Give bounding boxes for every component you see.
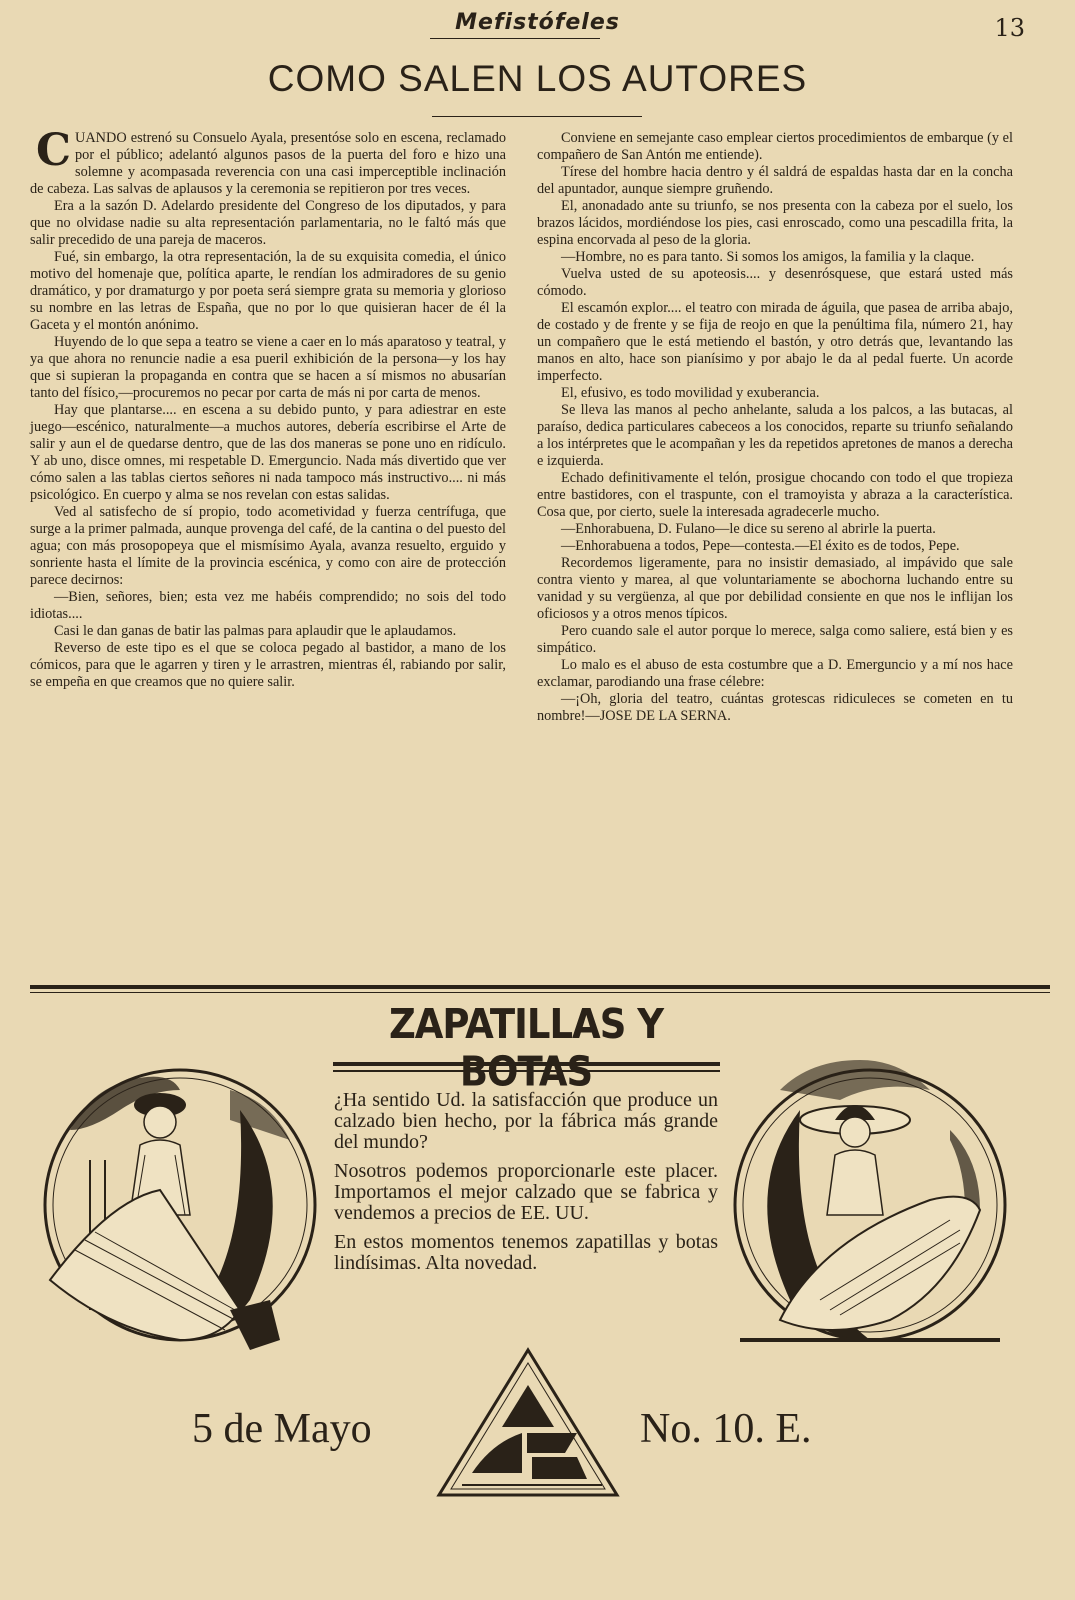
- article-paragraph: Conviene en semejante caso emplear ciertos procedimientos de embarque (y el compañero de San Antón me entiende).: [537, 130, 1013, 163]
- article-paragraph: —Bien, señores, bien; esta vez me habéis comprendido; no sois del todo idiotas....: [30, 589, 506, 622]
- ad-body: [334, 1090, 718, 1282]
- publication-title: Mefistófeles: [455, 10, 620, 35]
- lady-shoe-illustration-left: [30, 1010, 330, 1380]
- article-paragraph: Huyendo de lo que sepa a teatro se viene a caer en lo más aparatoso y teatral, y ya que ahora no renuncie nadie a esa pueril exhibición de la persona—y los hay que si supieran la propaganda en contra que se hacen a sí mismos no abusarían tanto del físico,—procuremos no pecar por carta de más ni por carta de menos.: [30, 334, 506, 401]
- article-paragraph: Ved al satisfecho de sí propio, todo acometividad y fuerza centrífuga, que surge a la primer palmada, aunque provenga del café, de la cantina o del puesto del agua; con más prosopopeya que el mismísimo Ayala, avanza resuelto, erguido y sonriente hasta el límite de la provincia escénica, y como con aire de protección parece decirnos:: [30, 504, 506, 588]
- article-paragraph: Hay que plantarse.... en escena a su debido punto, y para adiestrar en este juego—escénico, naturalmente—a muchos autores, debería escribirse el Arte de salir y aun el de quedarse dentro, que de las dos maneras se pone uno en ridículo. Y ab uno, disce omnes, mi respetable D. Emerguncio. Nada más divertido que ver cómo salen a las tablas ciertos señores ni nada tampoco más instructivo.... ni más psicológico. En cuerpo y alma se nos revelan con estas salidas.: [30, 402, 506, 503]
- triangle-monogram-logo-icon: [432, 1345, 624, 1500]
- article-paragraph: —Enhorabuena, D. Fulano—le dice su sereno al abrirle la puerta.: [561, 521, 936, 537]
- article-paragraph: —Enhorabuena a todos, Pepe—contesta.—El éxito es de todos, Pepe.: [561, 538, 960, 554]
- ad-rule-thick: [333, 1062, 720, 1066]
- ad-paragraph: En estos momentos tenemos zapatillas y botas lindísimas. Alta novedad.: [334, 1231, 718, 1274]
- article-paragraph: Fué, sin embargo, la otra representación, la de su exquisita comedia, el único motivo del homenaje que, política aparte, le rendían los admiradores de su genio dramático, y por dramaturgo y por poeta será siempre grata su memoria y glorioso su nombre en las letras de España, que no por lo que quisieran hacer de él la Gaceta y el montón anónimo.: [30, 249, 506, 333]
- article-paragraph: Tírese del hombre hacia dentro y él saldrá de espaldas hasta dar en la concha del apuntador, aunque siempre gruñendo.: [537, 164, 1013, 197]
- section-divider-thick: [30, 985, 1050, 989]
- lady-shoe-illustration-right: [720, 1010, 1020, 1380]
- article-paragraph: Se lleva las manos al pecho anhelante, saluda a los palcos, a las butacas, al paraíso, dedica particulares cabeceos a los conocidos, reparte su triunfo señalando a los intérpretes que le acompañan y les da repetidos apretones de manos a derecha e izquierda.: [537, 402, 1013, 469]
- article-paragraph: Casi le dan ganas de batir las palmas para aplaudir que le aplaudamos.: [54, 623, 457, 639]
- ad-title: ZAPATILLAS Y BOTAS: [388, 1000, 664, 1096]
- ad-paragraph: ¿Ha sentido Ud. la satisfacción que produce un calzado bien hecho, por la fábrica más grande del mundo?: [334, 1089, 718, 1153]
- ad-street-number: No. 10. E.: [640, 1406, 812, 1452]
- article-paragraph: Era a la sazón D. Adelardo presidente del Congreso de los diputados, y para que no olvidase nadie su alta representación parlamentaria, no le faltó más que salir precedido de una pareja de maceros.: [30, 198, 506, 248]
- article-paragraph: UANDO estrenó su Consuelo Ayala, presentóse solo en escena, reclamado por el público; adelantó algunos pasos de la puerta del foro e hizo una solemne y acompasada reverencia con una casi imperceptible inclinación de cabeza. Las salvas de aplausos y la ceremonia se repitieron por tres veces.: [30, 130, 506, 197]
- article-paragraph: El, anonadado ante su triunfo, se nos presenta con la cabeza por el suelo, los brazos lácidos, mordiéndose los pies, casi enroscado, como una pescadilla frita, la espina encorvada al peso de la gloria.: [537, 198, 1013, 248]
- ad-street: 5 de Mayo: [192, 1406, 372, 1452]
- section-divider-thin: [30, 992, 1050, 993]
- article-paragraph: Recordemos ligeramente, para no insistir demasiado, al impávido que sale contra viento y marea, al que voluntariamente se abochorna luchando entre su vanidad y su vergüenza, al que por debilidad consiente en que nos le inflijan los oficiosos y a otros menos típicos.: [537, 555, 1013, 622]
- article-paragraph: —Hombre, no es para tanto. Si somos los amigos, la familia y la claque.: [561, 249, 975, 265]
- ad-paragraph: Nosotros podemos proporcionarle este placer. Importamos el mejor calzado que se fabrica y vendemos a precios de EE. UU.: [334, 1160, 718, 1224]
- article-paragraph: Pero cuando sale el autor porque lo merece, salga como saliere, está bien y es simpático.: [537, 623, 1013, 656]
- article-column-left: [30, 125, 506, 691]
- headline-rule: [432, 116, 642, 117]
- masthead: [0, 8, 1075, 44]
- article-column-right: [537, 130, 1013, 725]
- article-paragraph: Reverso de este tipo es el que se coloca pegado al bastidor, a mano de los cómicos, para que le agarren y tiren y le arrastren, mientras él, rabiando por salir, se empeña en que creamos que no quiere salir.: [30, 640, 506, 690]
- article-headline: COMO SALEN LOS AUTORES: [267, 58, 808, 99]
- article-paragraph: Echado definitivamente el telón, prosigue chocando con todo el que tropieza entre bastidores, con el traspunte, con el tramoyista y abraza a la característica. Cosa que, por cierto, suele la interesada agradecerle mucho.: [537, 470, 1013, 520]
- article-paragraph: Vuelva usted de su apoteosis.... y desenrósquese, que estará usted más cómodo.: [537, 266, 1013, 299]
- ad-rule-thin: [333, 1070, 720, 1072]
- page-number: 13: [994, 14, 1025, 42]
- masthead-rule: [430, 38, 600, 39]
- article-paragraph: El escamón explor.... el teatro con mirada de águila, que pasea de arriba abajo, de costado y de frente y se fija de reojo en que la penúltima fila, número 21, hay un compañero que le está metiendo el bastón, y otro detrás que, levantando las manos en alto, hace son pianísimo y por abajo le da al pedal fuerte. Un acorde imperfecto.: [537, 300, 1013, 384]
- article-paragraph: Lo malo es el abuso de esta costumbre que a D. Emerguncio y a mí nos hace exclamar, parodiando una frase célebre:: [537, 657, 1013, 690]
- article-paragraph: El, efusivo, es todo movilidad y exuberancia.: [561, 385, 820, 401]
- drop-cap: C: [36, 125, 72, 176]
- article-paragraph: —¡Oh, gloria del teatro, cuántas grotescas ridiculeces se cometen en tu nombre!—JOSE DE LA SERNA.: [537, 691, 1013, 724]
